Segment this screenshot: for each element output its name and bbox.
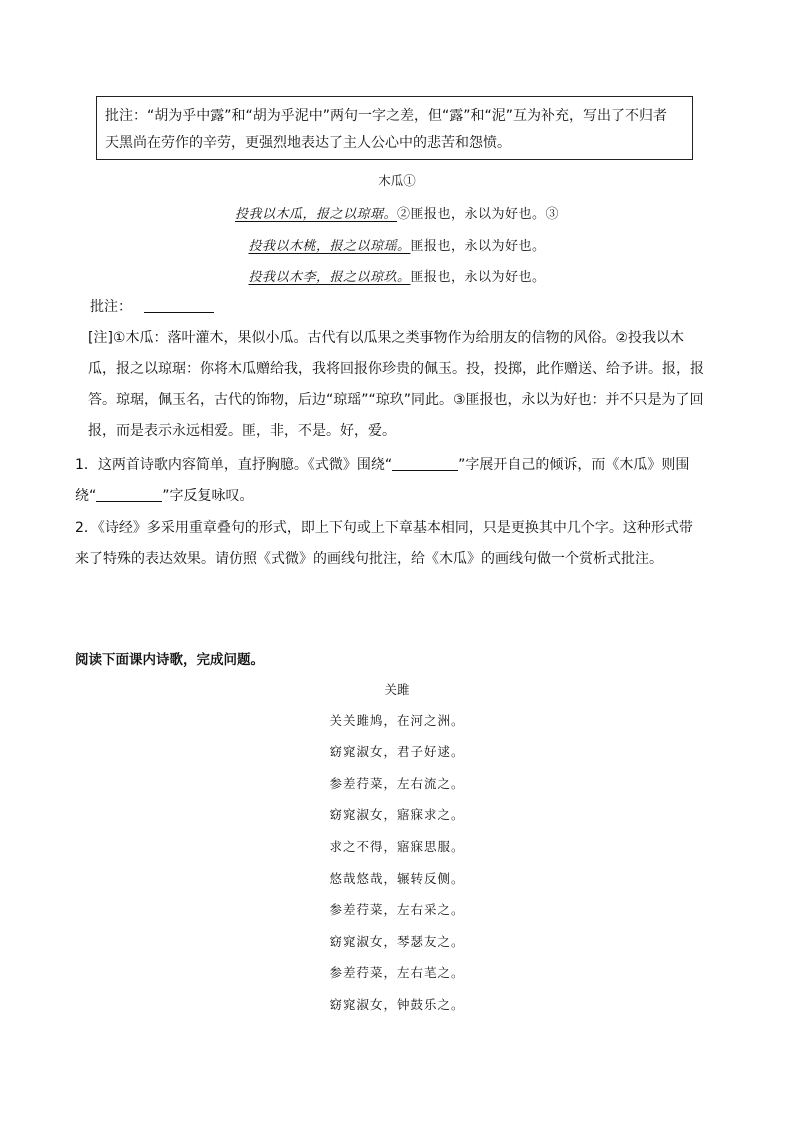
mugua-annotation-label: 批注： bbox=[90, 299, 132, 315]
guanju-line-8: 窈窕淑女，琴瑟友之。 bbox=[329, 934, 465, 949]
reading-instruction: 阅读下面课内诗歌，完成问题。 bbox=[75, 652, 264, 668]
notes-line-2: 瓜，报之以琼琚：你将木瓜赠给我，我将回报你珍贵的佩玉。投，投掷，此作赠送、给予讲。报，报 bbox=[88, 361, 704, 377]
question-1-text-b: ”字展开自己的倾诉，而《木瓜》则围 bbox=[458, 457, 690, 473]
mugua-title: 木瓜① bbox=[378, 173, 416, 188]
question-1-blank-1[interactable] bbox=[392, 456, 458, 471]
mugua-line-3-underlined: 投我以木李，报之以琼玖。 bbox=[248, 270, 411, 285]
guanju-line-1: 关关雎鸠，在河之洲。 bbox=[329, 713, 465, 728]
guanju-line-2: 窈窕淑女，君子好逑。 bbox=[329, 744, 465, 759]
notes-paragraph bbox=[88, 323, 728, 447]
guanju-line-4: 窈窕淑女，寤寐求之。 bbox=[329, 807, 465, 822]
guanju-title: 关雎 bbox=[384, 682, 410, 697]
mugua-annotation-row bbox=[90, 296, 214, 316]
question-1-line-1 bbox=[75, 450, 735, 481]
mugua-line-2-underlined: 投我以木桃，报之以琼瑶。 bbox=[248, 239, 411, 254]
guanju-line-9: 参差荇菜，左右芼之。 bbox=[329, 965, 465, 980]
mugua-line-2 bbox=[0, 235, 794, 254]
guanju-line-10: 窈窕淑女，钟鼓乐之。 bbox=[329, 997, 465, 1012]
guanju-line-3: 参差荇菜，左右流之。 bbox=[329, 776, 465, 791]
annotation-box-line-2: 天黑尚在劳作的辛劳，更强烈地表达了主人公心中的悲苦和怨愤。 bbox=[105, 135, 511, 151]
guanju-line-5: 求之不得，寤寐思服。 bbox=[329, 839, 465, 854]
question-2-line-2: 来了特殊的表达效果。请仿照《式微》的画线句批注，给《木瓜》的画线句做一个赏析式批注。 bbox=[75, 551, 663, 567]
question-1-blank-2[interactable] bbox=[96, 487, 162, 502]
mugua-line-2-rest: 匪报也，永以为好也。 bbox=[410, 239, 546, 254]
mugua-line-1 bbox=[0, 203, 794, 222]
mugua-line-1-rest: ②匪报也，永以为好也。③ bbox=[397, 207, 560, 222]
annotation-box-line-1: 批注：“胡为乎中露”和“胡为乎泥中”两句一字之差，但“露”和“泥”互为补充，写出了不归者 bbox=[105, 108, 668, 124]
question-1-line-2 bbox=[75, 481, 735, 512]
mugua-line-1-underlined: 投我以木瓜，报之以琼琚。 bbox=[234, 207, 397, 222]
guanju-line-7: 参差荇菜，左右采之。 bbox=[329, 902, 465, 917]
question-2-line-1: 2．《诗经》多采用重章叠句的形式，即上下句或上下章基本相同，只是更换其中几个字。这种形式带 bbox=[75, 520, 693, 536]
guanju-line-6: 悠哉悠哉，辗转反侧。 bbox=[329, 871, 465, 886]
notes-line-3: 答。琼琚，佩玉名，古代的饰物，后边“琼瑶”“琼玖”同此。③匪报也，永以为好也：并不只是为了回 bbox=[88, 392, 704, 408]
mugua-line-3-rest: 匪报也，永以为好也。 bbox=[410, 270, 546, 285]
question-1-text-d: ”字反复咏叹。 bbox=[162, 488, 254, 504]
mugua-annotation-blank[interactable] bbox=[144, 298, 214, 313]
annotation-box bbox=[96, 96, 693, 160]
question-1-text-a: 1．这两首诗歌内容简单，直抒胸臆。《式微》围绕“ bbox=[75, 457, 393, 473]
notes-line-4: 报，而是表示永远相爱。匪，非，不是。好，爱。 bbox=[88, 423, 396, 439]
notes-line-1: [注]①木瓜：落叶灌木，果似小瓜。古代有以瓜果之类事物作为给朋友的信物的风俗。②投我以木 bbox=[88, 330, 685, 346]
question-1 bbox=[75, 450, 735, 512]
mugua-line-3 bbox=[0, 266, 794, 285]
question-2 bbox=[75, 513, 735, 575]
question-1-text-c: 绕“ bbox=[75, 488, 97, 504]
